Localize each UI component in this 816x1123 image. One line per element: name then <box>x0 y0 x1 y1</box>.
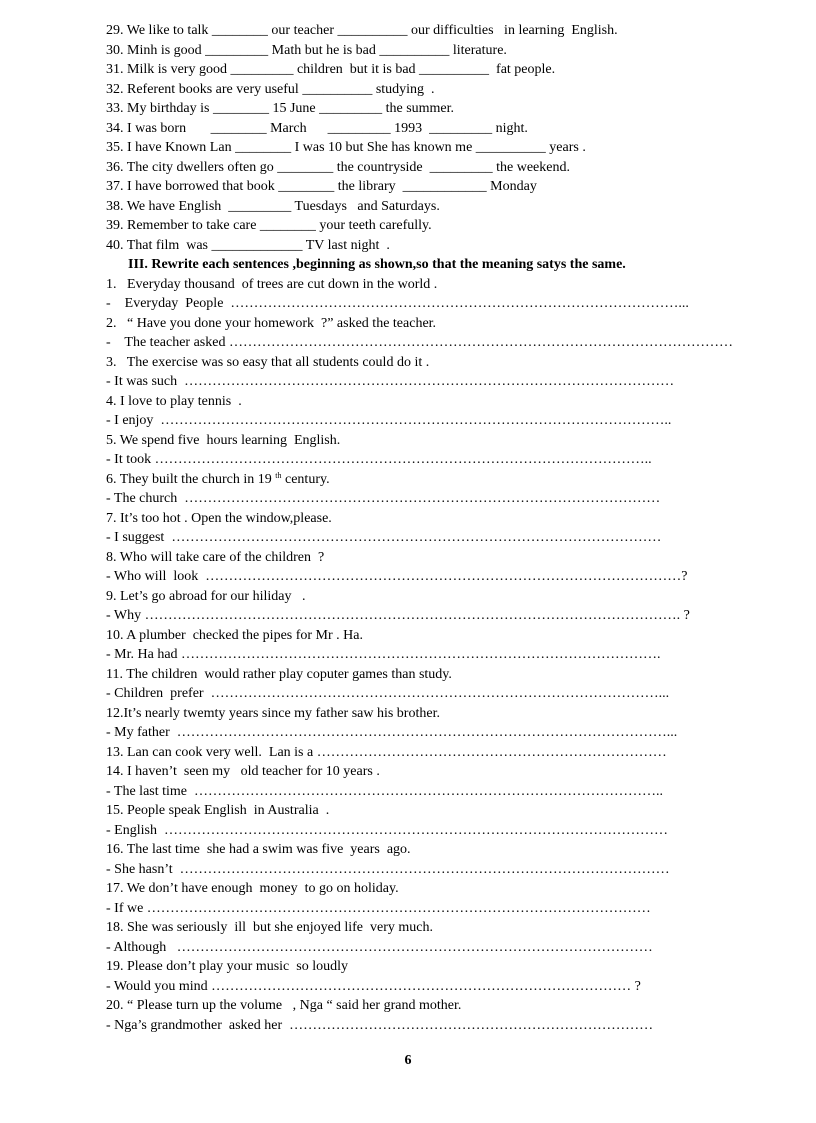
rewrite-prompt: 9. Let’s go abroad for our hiliday . <box>106 588 306 604</box>
rewrite-answer-line: - Although ………………………………………………………………………………………… <box>106 939 653 955</box>
rewrite-prompt: 18. She was seriously ill but she enjoyed life very much. <box>106 920 433 935</box>
fill-blank-item: 40. That film was _____________ TV last night . <box>106 237 390 253</box>
rewrite-prompt: 1. Everyday thousand of trees are cut down in the world . <box>106 276 438 292</box>
rewrite-answer-line: - Children prefer ……………………………………………………………………………………... <box>106 686 670 701</box>
rewrite-prompt: 3. The exercise was so easy that all students could do it . <box>106 354 430 370</box>
rewrite-prompt: 10. A plumber checked the pipes for Mr . Ha. <box>106 627 363 643</box>
rewrite-answer-line: - If we ……………………………………………………………………………………………… <box>106 900 651 916</box>
fill-blank-item: 35. I have Known Lan ________ I was 10 but She has known me __________ years . <box>106 140 586 155</box>
rewrite-prompt: 12.It’s nearly twemty years since my father saw his brother. <box>106 705 440 721</box>
section-heading: III. Rewrite each sentences ,beginning as shown,so that the meaning satys the same. <box>128 257 626 272</box>
fill-blank-item: 31. Milk is very good _________ children but it is bad __________ fat people. <box>106 62 556 77</box>
rewrite-answer-line: - I enjoy ……………………………………………………………………………………………….. <box>106 413 672 428</box>
rewrite-prompt: 16. The last time she had a swim was five years ago. <box>106 842 411 857</box>
fill-blank-item: 38. We have English _________ Tuesdays and Saturdays. <box>106 198 440 214</box>
rewrite-answer-line: - It was such …………………………………………………………………………………………… <box>106 374 675 389</box>
fill-blank-item: 33. My birthday is ________ 15 June _________ the summer. <box>106 101 455 116</box>
rewrite-answer-line: - Everyday People ……………………………………………………………………………………... <box>106 296 689 311</box>
rewrite-prompt: 13. Lan can cook very well. Lan is a ………………………………………………………………… <box>106 744 667 760</box>
rewrite-prompt <box>106 470 796 490</box>
rewrite-answer-line: - Would you mind ……………………………………………………………………………… ? <box>106 978 641 994</box>
rewrite-prompt: 19. Please don’t play your music so loudly <box>106 959 348 974</box>
rewrite-prompt: 2. “ Have you done your homework ?” asked the teacher. <box>106 315 437 331</box>
worksheet-body <box>106 21 796 1035</box>
rewrite-prompt: 14. I haven’t seen my old teacher for 10 years . <box>106 764 380 779</box>
rewrite-answer-line: - She hasn’t …………………………………………………………………………………………… <box>106 861 670 877</box>
prompt-text: 6. They built the church in 19 <box>106 471 276 487</box>
rewrite-answer-line: - The church ………………………………………………………………………………………… <box>106 491 661 506</box>
fill-blank-item: 36. The city dwellers often go ________ the countryside _________ the weekend. <box>106 159 570 175</box>
rewrite-prompt: 7. It’s too hot . Open the window,please. <box>106 510 332 526</box>
rewrite-prompt: 4. I love to play tennis . <box>106 393 242 409</box>
rewrite-answer-line: - I suggest …………………………………………………………………………………………… <box>106 530 662 545</box>
fill-blank-item: 37. I have borrowed that book ________ the library ____________ Monday <box>106 179 537 194</box>
rewrite-answer-line: - The last time ……………………………………………………………………………………….. <box>106 783 663 799</box>
rewrite-prompt: 5. We spend five hours learning English. <box>106 432 341 448</box>
rewrite-answer-line: - My father ……………………………………………………………………………………………... <box>106 725 678 740</box>
rewrite-answer-line: - Mr. Ha had …………………………………………………………………………………………. <box>106 647 661 662</box>
fill-blank-item: 30. Minh is good _________ Math but he is bad __________ literature. <box>106 42 507 58</box>
page-number: 6 <box>404 1053 412 1068</box>
rewrite-answer-line: - Why ……………………………………………………………………………………………………. ? <box>106 608 690 623</box>
rewrite-prompt: 11. The children would rather play coputer games than study. <box>106 666 452 682</box>
rewrite-answer-line: - Nga’s grandmother asked her …………………………………………………………………… <box>106 1017 654 1033</box>
rewrite-answer-line: - The teacher asked ……………………………………………………………………………………………… <box>106 335 733 350</box>
fill-blank-item: 39. Remember to take care ________ your teeth carefully. <box>106 218 432 233</box>
rewrite-answer-line: - Who will look …………………………………………………………………………………………? <box>106 569 688 584</box>
rewrite-prompt: 8. Who will take care of the children ? <box>106 549 325 565</box>
rewrite-prompt: 20. “ Please turn up the volume , Nga “ said her grand mother. <box>106 998 462 1013</box>
rewrite-answer-line: - English ……………………………………………………………………………………………… <box>106 822 668 838</box>
rewrite-prompt: 15. People speak English in Australia . <box>106 803 330 818</box>
fill-blank-item: 34. I was born ________ March _________ 1993 _________ night. <box>106 120 528 136</box>
fill-blank-item: 29. We like to talk ________ our teacher __________ our difficulties in learning English. <box>106 23 618 38</box>
superscript-text: th <box>275 470 282 480</box>
rewrite-prompt: 17. We don’t have enough money to go on holiday. <box>106 881 399 896</box>
prompt-text-after: century. <box>281 471 330 487</box>
rewrite-answer-line: - It took …………………………………………………………………………………………….. <box>106 452 652 467</box>
fill-blank-item: 32. Referent books are very useful __________ studying . <box>106 81 435 97</box>
